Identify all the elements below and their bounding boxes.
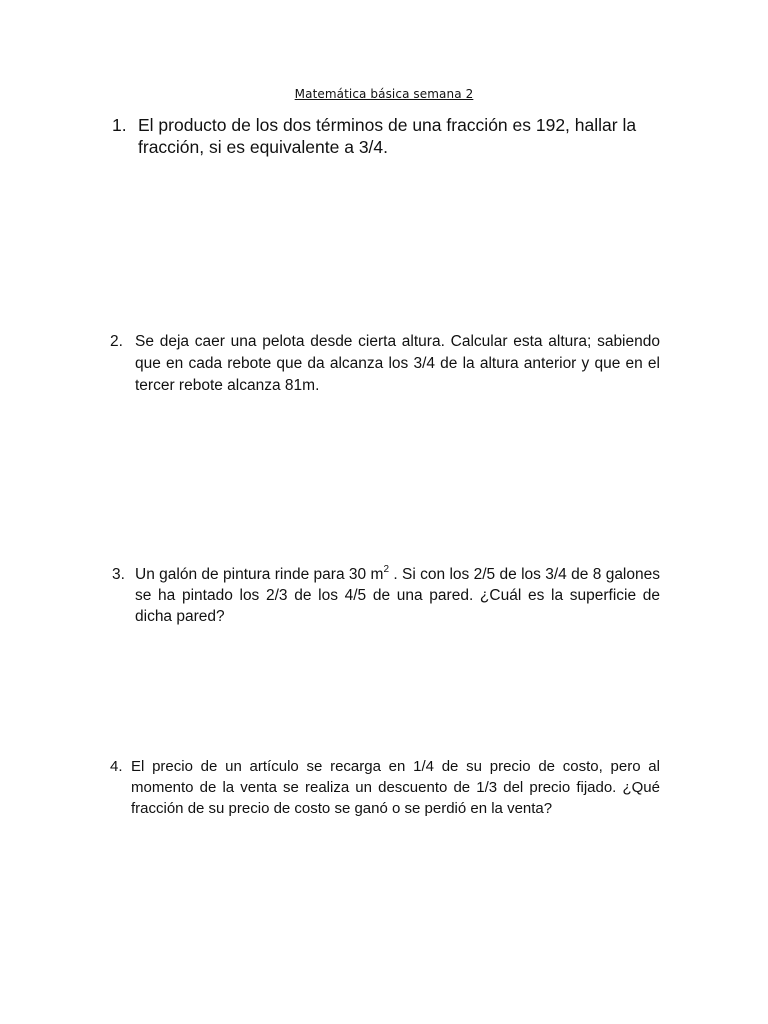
problem-number: 4. [110, 758, 123, 775]
problem-number: 1. [112, 115, 127, 135]
problem-text: El precio de un artículo se recarga en 1/4 de su precio de costo, pero al momento de la venta se realiza un descuento de 1/3 del precio fijado. ¿Qué fracción de su precio de costo se ganó o se perdió en la venta? [131, 758, 660, 817]
problem-text: Se deja caer una pelota desde cierta altura. Calcular esta altura; sabiendo que en cada rebote que da alcanza los 3/4 de la altura anterior y que en el tercer rebote alcanza 81m. [135, 333, 660, 394]
problem-text [135, 564, 660, 627]
superscript-exponent: 2 [383, 563, 389, 575]
problem-number: 3. [112, 566, 125, 583]
page-title: Matemática básica semana 2 [294, 87, 474, 101]
problem-text: El producto de los dos términos de una fracción es 192, hallar la fracción, si es equivalente a 3/4. [138, 115, 637, 157]
problem-3 [110, 564, 660, 627]
problem-4 [110, 756, 660, 819]
problem-number: 2. [110, 333, 123, 350]
problem-1 [110, 114, 660, 158]
problem-text-before: Un galón de pintura rinde para 30 m [135, 566, 384, 583]
problem-text-after: . Si con los 2/5 de los 3/4 de 8 galones se ha pintado los 2/3 de los 4/5 de una pared. ¿Cuál es la superficie de dicha pared? [135, 566, 660, 625]
problem-2 [110, 331, 660, 397]
